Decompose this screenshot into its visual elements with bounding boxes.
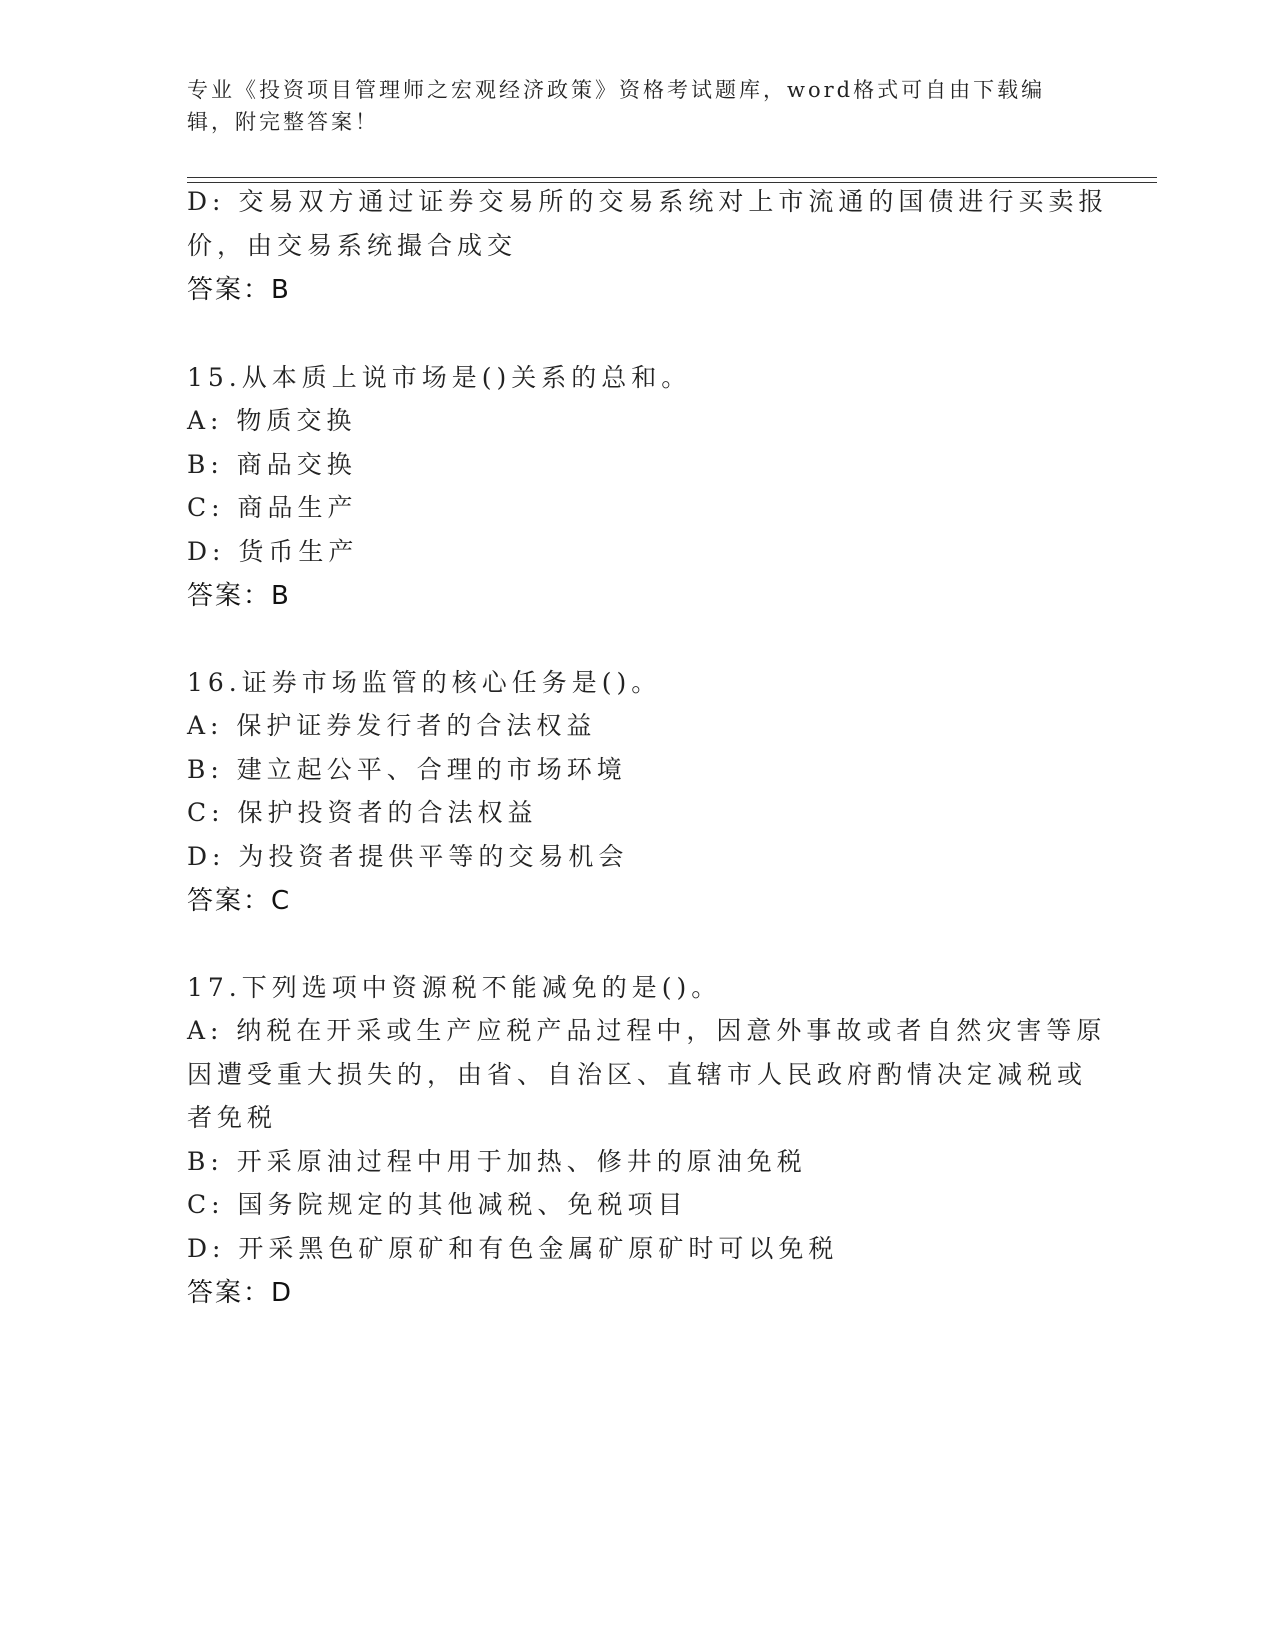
header-line-2: 辑，附完整答案！ [187,110,379,134]
question-16-option-c: C: 保护投资者的合法权益 [187,798,538,827]
question-15-option-b: B: 商品交换 [187,450,357,479]
header-divider-top [187,177,1157,178]
question-16-option-a: A: 保护证券发行者的合法权益 [187,711,597,740]
question-17-answer: 答案：D [187,1278,294,1308]
prev-option-d-line-2: 价，由交易系统撮合成交 [187,231,518,260]
question-16-option-b: B: 建立起公平、合理的市场环境 [187,755,627,784]
question-15-option-c: C: 商品生产 [187,493,358,522]
header-divider-bottom [187,182,1157,183]
question-17-option-c: C: 国务院规定的其他减税、免税项目 [187,1190,688,1219]
question-17-option-b: B: 开采原油过程中用于加热、修井的原油免税 [187,1147,807,1176]
header-line-1: 专业《投资项目管理师之宏观经济政策》资格考试题库，word格式可自由下载编 [187,78,1046,102]
question-17-option-d: D: 开采黑色矿原矿和有色金属矿原矿时可以免税 [187,1234,839,1263]
question-15-answer: 答案：B [187,581,291,611]
question-17-stem: 17.下列选项中资源税不能减免的是()。 [187,973,722,1002]
question-15-option-a: A: 物质交换 [187,406,357,435]
question-15-option-d: D: 货币生产 [187,537,359,566]
prev-answer: 答案：B [187,275,291,305]
question-17-option-a-line-2: 因遭受重大损失的，由省、自治区、直辖市人民政府酌情决定减税或 [187,1060,1088,1089]
document-header [187,74,1077,138]
question-17-option-a-line-3: 者免税 [187,1103,278,1132]
prev-option-d-line-1: D: 交易双方通过证券交易所的交易系统对上市流通的国债进行买卖报 [187,187,1109,216]
question-17-option-a-line-1: A: 纳税在开采或生产应税产品过程中，因意外事故或者自然灾害等原 [187,1016,1107,1045]
question-16-stem: 16.证券市场监管的核心任务是()。 [187,668,662,697]
question-16-option-d: D: 为投资者提供平等的交易机会 [187,842,629,871]
question-15-stem: 15.从本质上说市场是()关系的总和。 [187,363,692,392]
question-16-answer: 答案：C [187,886,292,916]
